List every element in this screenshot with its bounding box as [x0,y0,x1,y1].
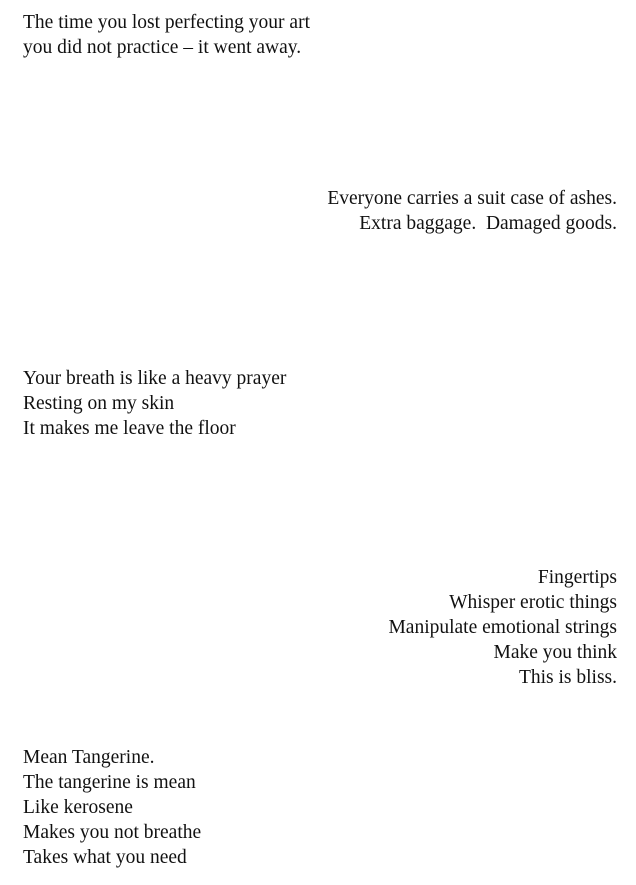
poem-stanza-ashes [327,186,617,236]
poem-line: Makes you not breathe [23,822,202,843]
poem-line: It makes me leave the floor [23,418,236,439]
poem-stanza-breath [23,366,286,441]
poem-line: Mean Tangerine. [23,747,155,768]
poem-line: Resting on my skin [23,393,175,414]
poem-line: Like kerosene [23,797,133,818]
poem-line: The tangerine is mean [23,772,196,793]
poem-stanza-fingertips [388,565,617,690]
poem-line: Your breath is like a heavy prayer [23,368,287,389]
poem-line: Make you think [493,642,617,663]
poem-line: The time you lost perfecting your art [23,12,310,33]
poem-line: Whisper erotic things [449,592,617,613]
poem-line: Fingertips [537,567,617,588]
poem-line: you did not practice – it went away. [23,37,302,58]
poem-line: Takes what you need [23,847,187,868]
poem-line: Manipulate emotional strings [388,617,617,638]
poem-line: Everyone carries a suit case of ashes. [327,188,617,209]
poem-stanza-art [23,10,310,60]
poem-line: This is bliss. [518,667,617,688]
poem-stanza-tangerine [23,745,201,870]
poem-line: Extra baggage. Damaged goods. [359,213,617,234]
